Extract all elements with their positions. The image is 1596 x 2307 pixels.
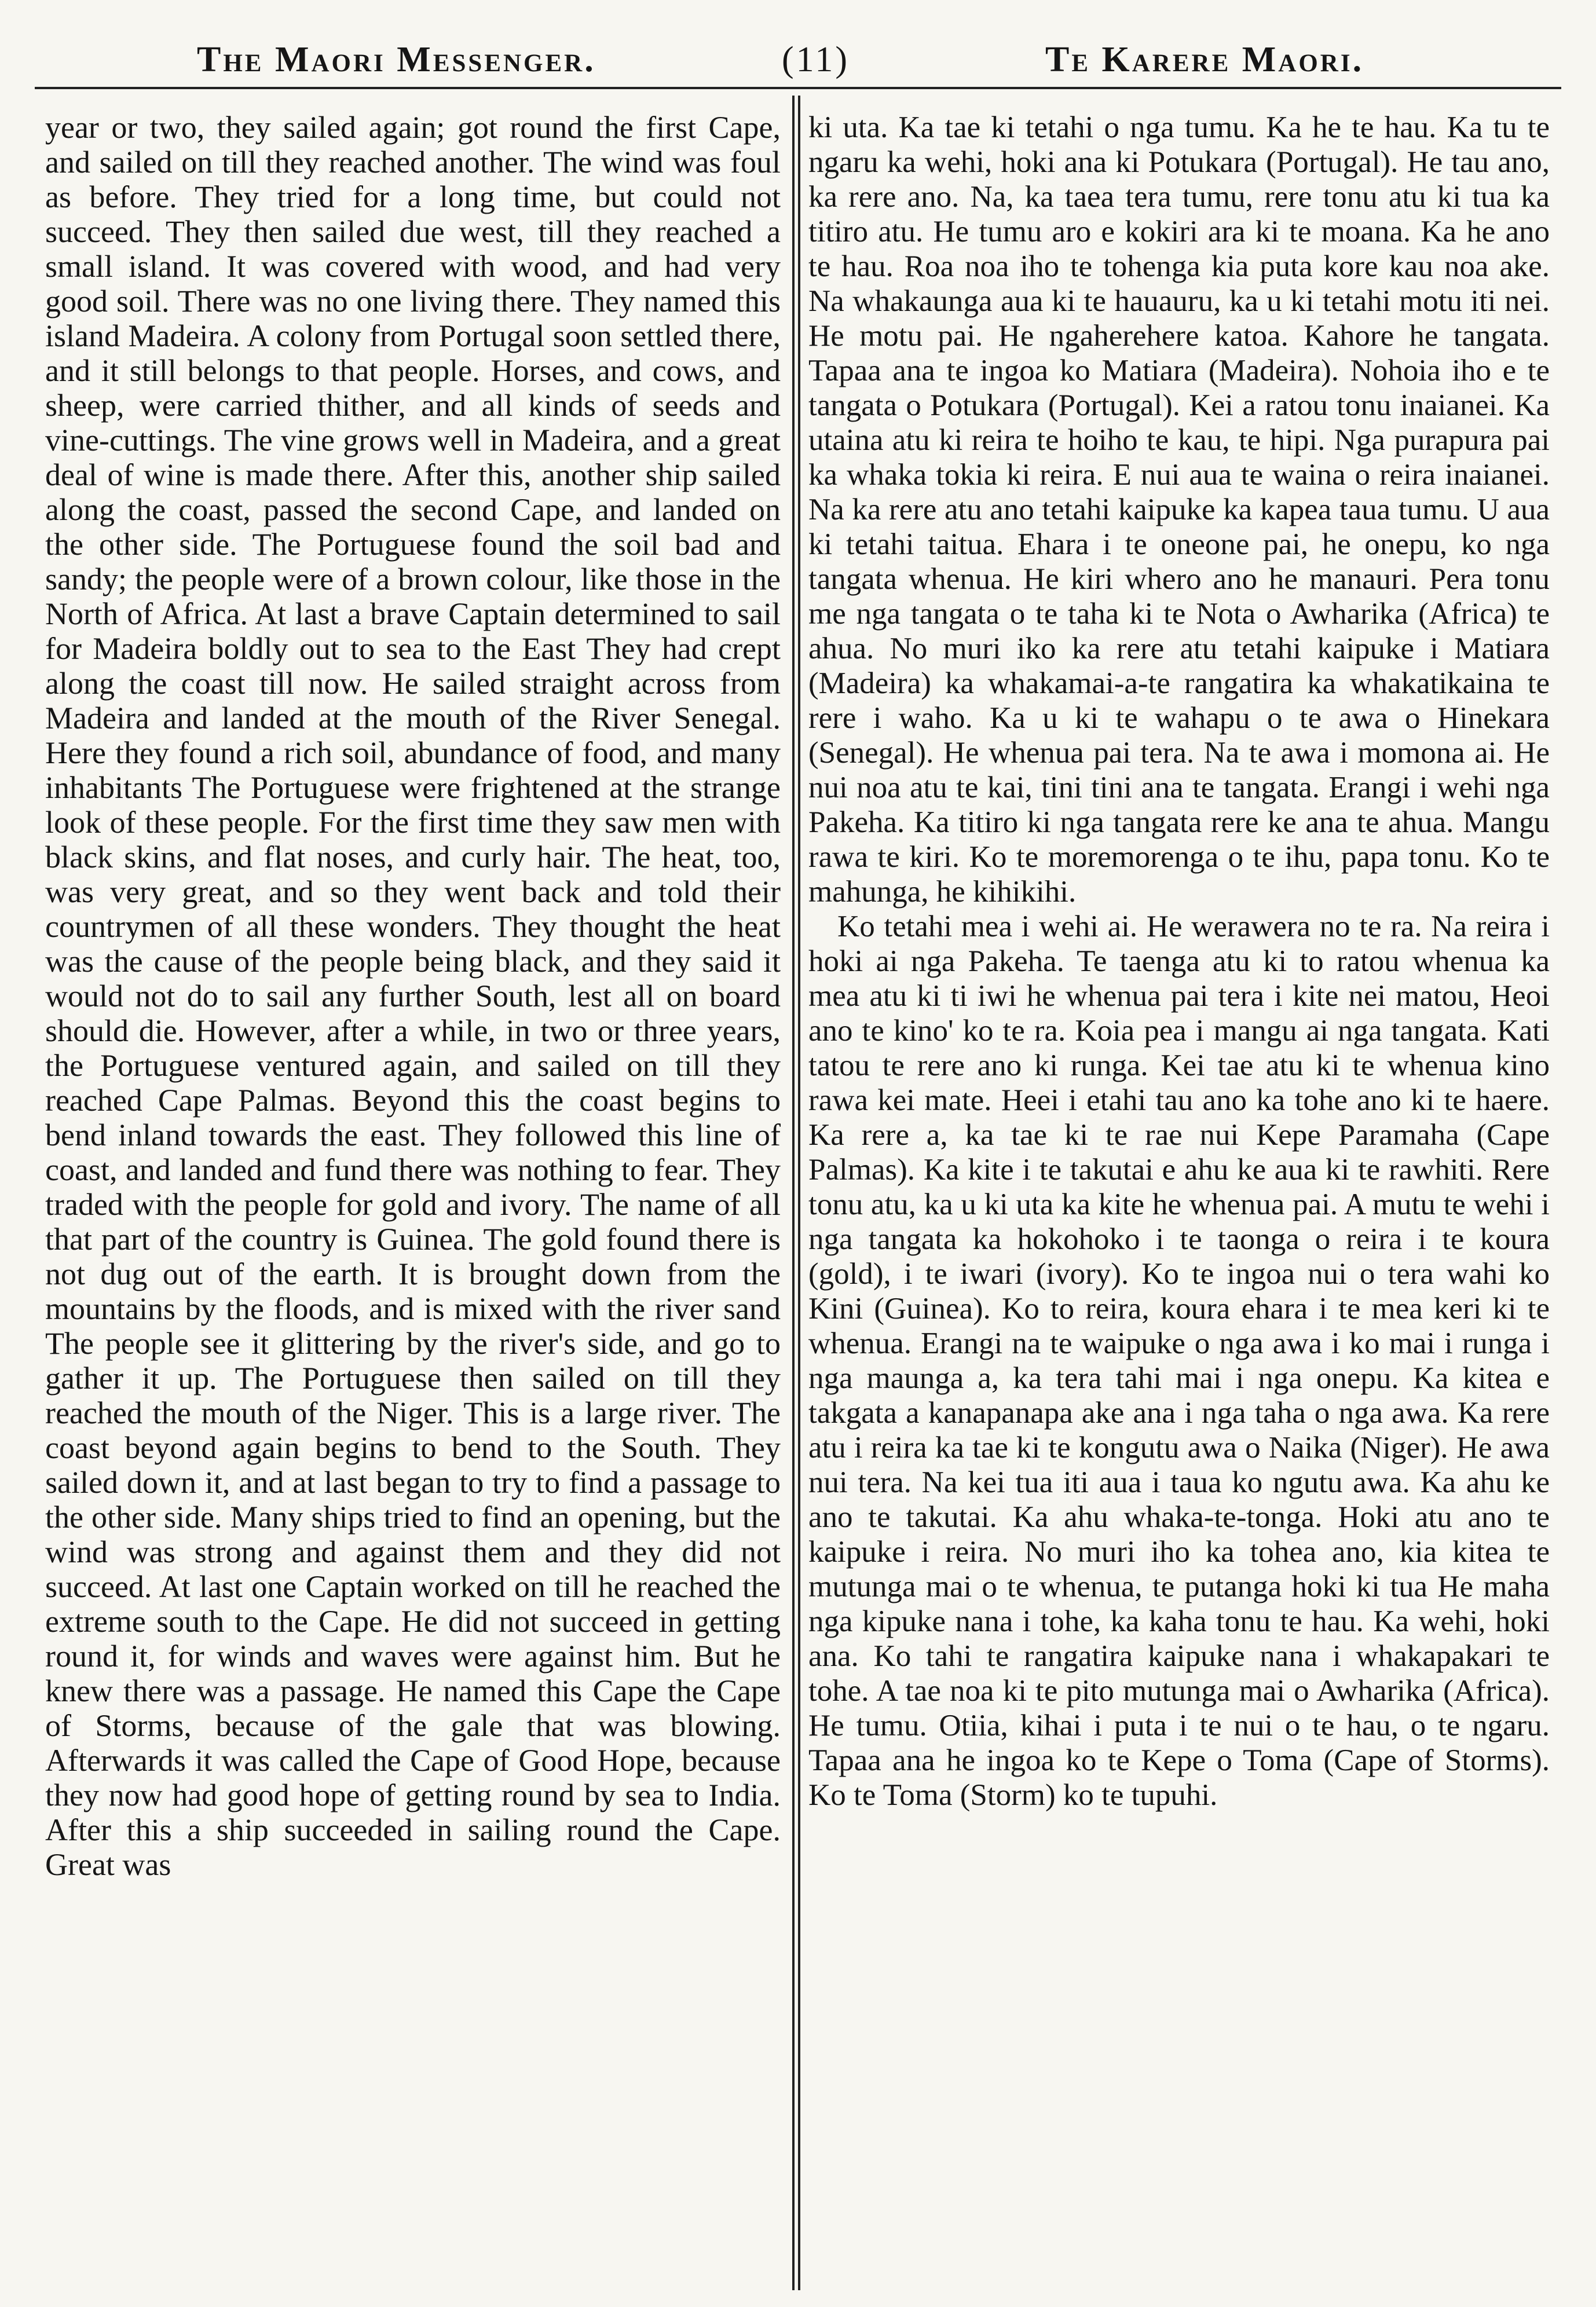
maori-masthead-title: Te Karere Maori. bbox=[1045, 40, 1364, 79]
english-column bbox=[45, 110, 781, 2287]
english-paragraph: year or two, they sailed again; got round the first Cape, and sailed on till they reached another. The wind was foul as before. They tried for a long time, but could not succeed. They then sailed due west, till they reached a small island. It was covered with wood, and had very good soil. There was no one living there. They named this island Madeira. A colony from Portugal soon settled there, and it still belongs to that people. Horses, and cows, and sheep, were carried thither, and all kinds of seeds and vine-cuttings. The vine grows well in Madeira, and a great deal of wine is made there. After this, another ship sailed along the coast, passed the second Cape, and landed on the other side. The Portuguese found the soil bad and sandy; the people were of a brown colour, like those in the North of Africa. At last a brave Captain determined to sail for Madeira boldly out to sea to the East They had crept along the coast till now. He sailed straight across from Madeira and landed at the mouth of the River Senegal. Here they found a rich soil, abundance of food, and many inhabitants The Portuguese were frightened at the strange look of these people. For the first time they saw men with black skins, and flat noses, and curly hair. The heat, too, was very great, and so they went back and told their countrymen of all these wonders. They thought the heat was the cause of the people being black, and they said it would not do to sail any further South, lest all on board should die. However, after a while, in two or three years, the Portuguese ventured again, and sailed on till they reached Cape Palmas. Beyond this the coast begins to bend inland towards the east. They followed this line of coast, and landed and fund there was nothing to fear. They traded with the people for gold and ivory. The name of all that part of the country is Guinea. The gold found there is not dug out of the earth. It is brought down from the mountains by the floods, and is mixed with the river sand The people see it glittering by the river's side, and go to gather it up. The Portuguese then sailed on till they reached the mouth of the Niger. This is a large river. The coast beyond again begins to bend to the South. They sailed down it, and at last began to try to find a passage to the other side. Many ships tried to find an opening, but the wind was strong and against them and they did not succeed. At last one Captain worked on till he reached the extreme south to the Cape. He did not succeed in getting round it, for winds and waves were against him. But he knew there was a passage. He named this Cape the Cape of Storms, because of the gale that was blowing. Afterwards it was called the Cape of Good Hope, because they now had good hope of getting round by sea to India. After this a ship succeeded in sailing round the Cape. Great was bbox=[45, 110, 781, 1882]
page-number: (11) bbox=[782, 40, 850, 79]
column-divider-right-line bbox=[798, 96, 800, 2290]
header-rule bbox=[35, 87, 1561, 89]
maori-paragraph: ki uta. Ka tae ki tetahi o nga tumu. Ka he te hau. Ka tu te ngaru ka wehi, hoki ana ki Potukara (Portugal). He tau ano, ka rere ano. Na, ka taea tera tumu, rere tonu atu ki tua ka titiro atu. He tumu aro e kokiri ara ki te moana. Ka he ano te hau. Roa noa iho te tohenga kia puta kore kau noa ake. Na whakaunga aua ki te hauauru, ka u ki tetahi motu iti nei. He motu pai. He ngaherehere katoa. Kahore he tangata. Tapaa ana te ingoa ko Matiara (Madeira). Nohoia iho e te tangata o Potukara (Portugal). Kei a ratou tonu inaianei. Ka utaina atu ki reira te hoiho te kau, te hipi. Nga purapura pai ka whaka tokia ki reira. E nui aua te waina o reira inaianei. Na ka rere atu ano tetahi kaipuke ka kapea taua tumu. U aua ki tetahi taitua. Ehara i te oneone pai, he onepu, ko nga tangata whenua. He kiri whero ano he manauri. Pera tonu me nga tangata o te taha ki te Nota o Awharika (Africa) te ahua. No muri iko ka rere atu tetahi kaipuke i Matiara (Madeira) ka whakamai-a-te rangatira ka whakatikaina te rere i waho. Ka u ki te wahapu o te awa o Hinekara (Senegal). He whenua pai tera. Na te awa i momona ai. He nui noa atu te kai, tini tini ana te tangata. Erangi i wehi nga Pakeha. Ka titiro ki nga tangata rere ke ana te ahua. Mangu rawa te kiri. Ko te moremorenga o te ihu, papa tonu. Ko te mahunga, he kihikihi. bbox=[808, 111, 1550, 909]
maori-column bbox=[808, 110, 1550, 2287]
maori-paragraph: Ko tetahi mea i wehi ai. He werawera no te ra. Na reira i hoki ai nga Pakeha. Te taenga atu ki to ratou whenua ka mea atu ki ti iwi he whenua pai tera i kite nei matou, Heoi ano te kino' ko te ra. Koia pea i mangu ai nga tangata. Kati tatou te rere ano ki runga. Kei tae atu ki te whenua kino rawa kei mate. Heei i etahi tau ano ka tohe ano ki te haere. Ka rere a, ka tae ki te rae nui Kepe Paramaha (Cape Palmas). Ka kite i te takutai e ahu ke aua ki te rawhiti. Rere tonu atu, ka u ki uta ka kite he whenua pai. A mutu te wehi i nga tangata ka hokohoko i te taonga o reira i te koura (gold), i te iwari (ivory). Ko te ingoa nui o tera wahi ko Kini (Guinea). Ko to reira, koura ehara i te mea keri ki te whenua. Erangi na te waipuke o nga awa i ko mai i runga i nga maunga a, ka tera tahi mai i nga onepu. Ka kitea e takgata a kanapanapa ake ana i nga taha o nga awa. Ka rere atu i reira ka tae ki te kongutu awa o Naika (Niger). He awa nui tera. Na kei tua iti aua i taua ko ngutu awa. Ka ahu ke ano te takutai. Ka ahu whaka-te-tonga. Hoki atu ano te kaipuke i reira. No muri iho ka tohea ano, kia kitea te mutunga mai o te whenua, te putanga hoki ki tua He maha nga kipuke nana i tohe, ka kaha tonu te hau. Ka wehi, hoki ana. Ko tahi te rangatira kaipuke nana i whakapakari te tohe. A tae noa ki te pito mutunga mai o Awharika (Africa). He tumu. Otiia, kihai i puta i te nui o te hau, o te ngaru. Tapaa ana he ingoa ko te Kepe o Toma (Cape of Storms). Ko te Toma (Storm) ko te tupuhi. bbox=[808, 910, 1550, 1812]
column-divider-left-line bbox=[792, 96, 795, 2290]
english-masthead-title: The Maori Messenger. bbox=[197, 40, 596, 79]
page-header bbox=[35, 29, 1561, 93]
